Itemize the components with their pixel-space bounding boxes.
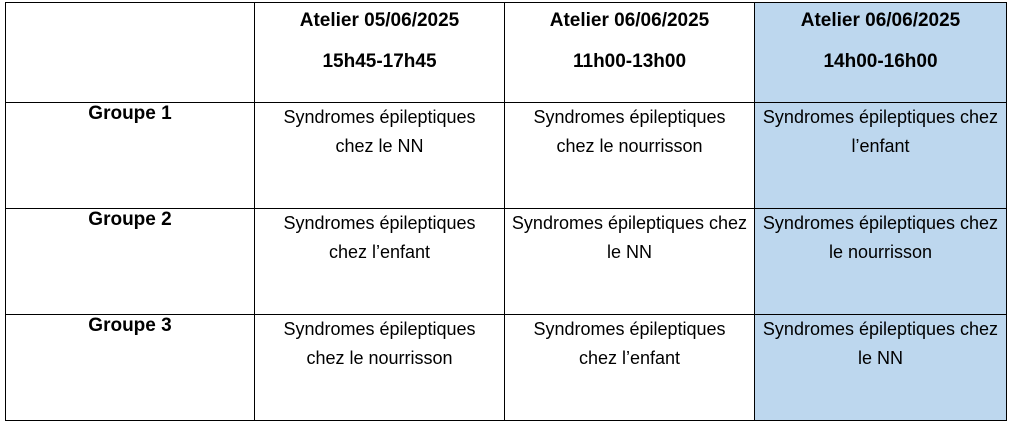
session-cell: Syndromes épileptiques chez l’enfant [505,315,755,421]
column-header-2 [505,3,755,103]
table-row [6,315,1007,421]
table-row [6,103,1007,209]
group-label: Groupe 1 [6,103,255,209]
header-row [6,3,1007,103]
column-header-3 [755,3,1007,103]
session-cell: Syndromes épileptiques chez le nourrisson [505,103,755,209]
column-header-1 [255,3,505,103]
column-time: 15h45-17h45 [322,51,437,72]
session-cell: Syndromes épileptiques chez l’enfant [755,103,1007,209]
session-cell: Syndromes épileptiques chez le NN [255,103,505,209]
session-cell: Syndromes épileptiques chez le NN [505,209,755,315]
column-title: Atelier 06/06/2025 [549,10,710,31]
header-corner-cell [6,3,255,103]
table-row [6,209,1007,315]
column-time: 14h00-16h00 [823,51,938,72]
group-label: Groupe 2 [6,209,255,315]
column-title: Atelier 06/06/2025 [800,10,961,31]
group-label: Groupe 3 [6,315,255,421]
session-cell: Syndromes épileptiques chez le nourrisson [255,315,505,421]
column-title: Atelier 05/06/2025 [299,10,460,31]
session-cell: Syndromes épileptiques chez le NN [755,315,1007,421]
schedule-table [5,2,1007,421]
session-cell: Syndromes épileptiques chez l’enfant [255,209,505,315]
session-cell: Syndromes épileptiques chez le nourrisson [755,209,1007,315]
column-time: 11h00-13h00 [572,51,687,72]
